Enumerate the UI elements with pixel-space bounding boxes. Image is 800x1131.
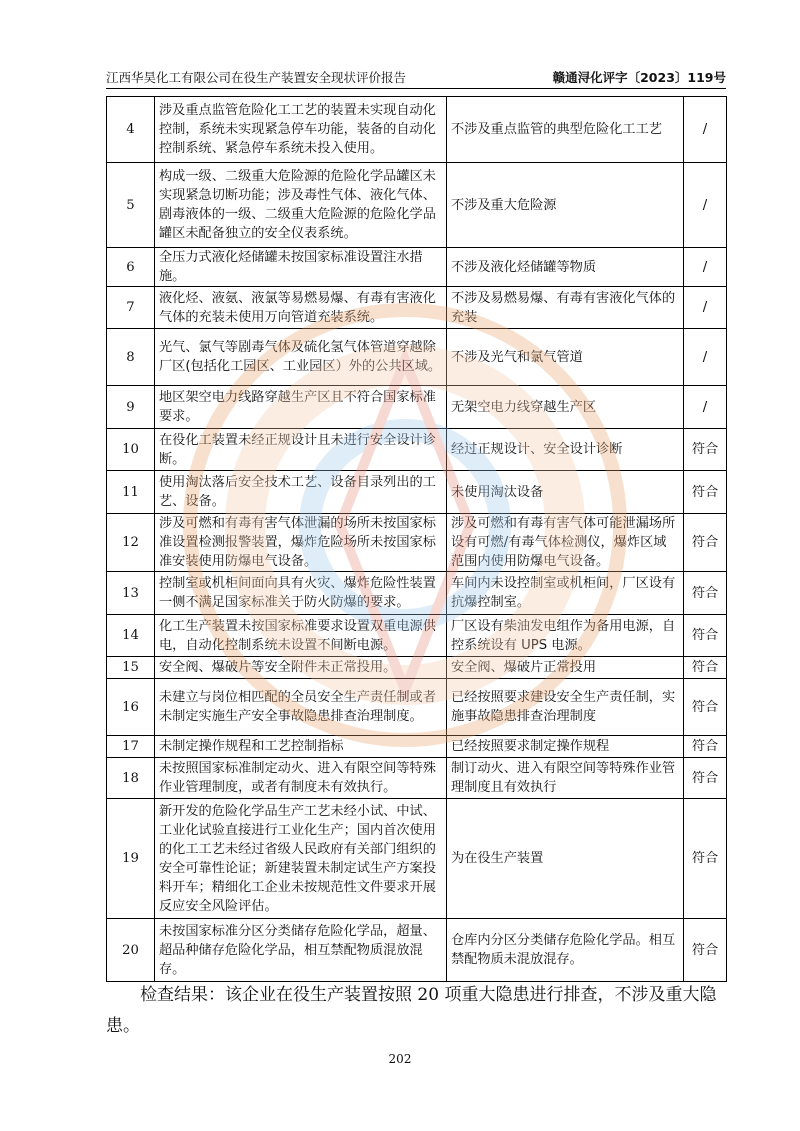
table-row	[107, 799, 727, 919]
row-number: 11	[107, 471, 155, 514]
check-situation: 不涉及重点监管的典型危险化工工艺	[447, 97, 684, 163]
table-row	[107, 736, 727, 758]
check-situation: 未使用淘汰设备	[447, 471, 684, 514]
table-row	[107, 287, 727, 329]
check-situation: 已经按照要求建设安全生产责任制，实施事故隐患排查治理制度	[447, 679, 684, 736]
hazard-item: 安全阀、爆破片等安全附件未正常投用。	[155, 657, 447, 679]
hazard-item: 控制室或机柜间面向具有火灾、爆炸危险性装置一侧不满足国家标准关于防火防爆的要求。	[155, 572, 447, 615]
check-situation: 仓库内分区分类储存危险化学品。相互禁配物质未混放混存。	[447, 919, 684, 982]
report-number: 赣通浔化评字〔2023〕119号	[552, 70, 726, 85]
hazard-item: 全压力式液化烃储罐未按国家标准设置注水措施。	[155, 248, 447, 287]
check-result: /	[684, 386, 727, 429]
hazard-item: 构成一级、二级重大危险源的危险化学品罐区未实现紧急切断功能；涉及毒性气体、液化气体、剧毒液体的一级、二级重大危险源的危险化学品罐区未配备独立的安全仪表系统。	[155, 163, 447, 248]
table-row	[107, 919, 727, 982]
check-result: 符合	[684, 799, 727, 919]
row-number: 17	[107, 736, 155, 758]
check-result: 符合	[684, 514, 727, 572]
hazard-item: 在役化工装置未经正规设计且未进行安全设计诊断。	[155, 429, 447, 471]
check-result: 符合	[684, 572, 727, 615]
row-number: 19	[107, 799, 155, 919]
row-number: 4	[107, 97, 155, 163]
check-result: 符合	[684, 736, 727, 758]
report-title: 江西华昊化工有限公司在役生产装置安全现状评价报告	[106, 70, 407, 85]
row-number: 10	[107, 429, 155, 471]
check-situation: 经过正规设计、安全设计诊断	[447, 429, 684, 471]
hazard-check-table	[106, 96, 727, 982]
table-row	[107, 679, 727, 736]
row-number: 8	[107, 329, 155, 386]
check-result: /	[684, 97, 727, 163]
check-result: /	[684, 248, 727, 287]
hazard-item: 涉及重点监管危险化工工艺的装置未实现自动化控制，系统未实现紧急停车功能，装备的自动化控制系统、紧急停车系统未投入使用。	[155, 97, 447, 163]
check-situation: 制订动火、进入有限空间等特殊作业管理制度且有效执行	[447, 758, 684, 799]
check-result: 符合	[684, 758, 727, 799]
row-number: 15	[107, 657, 155, 679]
row-number: 7	[107, 287, 155, 329]
hazard-item: 化工生产装置未按国家标准要求设置双重电源供电，自动化控制系统未设置不间断电源。	[155, 615, 447, 657]
hazard-item: 未按照国家标准制定动火、进入有限空间等特殊作业管理制度，或者有制度未有效执行。	[155, 758, 447, 799]
check-result: 符合	[684, 471, 727, 514]
check-situation: 厂区设有柴油发电组作为备用电源，自控系统设有 UPS 电源。	[447, 615, 684, 657]
check-result: 符合	[684, 679, 727, 736]
table-row	[107, 514, 727, 572]
table-row	[107, 615, 727, 657]
row-number: 20	[107, 919, 155, 982]
table-row	[107, 97, 727, 163]
check-situation: 不涉及重大危险源	[447, 163, 684, 248]
check-result: 符合	[684, 919, 727, 982]
row-number: 18	[107, 758, 155, 799]
row-number: 5	[107, 163, 155, 248]
check-result: 符合	[684, 429, 727, 471]
check-conclusion	[106, 980, 726, 1042]
check-situation: 涉及可燃和有毒有害气体可能泄漏场所设有可燃/有毒气体检测仪，爆炸区域范围内使用防爆电气设备。	[447, 514, 684, 572]
hazard-item: 涉及可燃和有毒有害气体泄漏的场所未按国家标准设置检测报警装置，爆炸危险场所未按国家标准安装使用防爆电气设备。	[155, 514, 447, 572]
page-header	[106, 66, 726, 88]
hazard-item: 光气、氯气等剧毒气体及硫化氢气体管道穿越除厂区(包括化工园区、工业园区）外的公共区域。	[155, 329, 447, 386]
header-rule	[106, 88, 726, 89]
row-number: 14	[107, 615, 155, 657]
row-number: 12	[107, 514, 155, 572]
hazard-item: 未按国家标准分区分类储存危险化学品，超量、超品种储存危险化学品，相互禁配物质混放混存。	[155, 919, 447, 982]
hazard-item: 地区架空电力线路穿越生产区且不符合国家标准要求。	[155, 386, 447, 429]
check-result: 符合	[684, 657, 727, 679]
check-result: /	[684, 287, 727, 329]
check-situation: 车间内未设控制室或机柜间，厂区设有抗爆控制室。	[447, 572, 684, 615]
row-number: 16	[107, 679, 155, 736]
hazard-item: 新开发的危险化学品生产工艺未经小试、中试、工业化试验直接进行工业化生产；国内首次使用的化工工艺未经过省级人民政府有关部门组织的安全可靠性论证；新建装置未制定试生产方案投料开车；精细化工企业未按规范性文件要求开展反应安全风险评估。	[155, 799, 447, 919]
page-number: 202	[388, 1052, 412, 1066]
check-result: /	[684, 329, 727, 386]
conclusion-text: 检查结果：该企业在役生产装置按照 20 项重大隐患进行排查，不涉及重大隐患。	[106, 985, 717, 1036]
table-row	[107, 758, 727, 799]
row-number: 9	[107, 386, 155, 429]
table-row	[107, 386, 727, 429]
hazard-item: 未制定操作规程和工艺控制指标	[155, 736, 447, 758]
check-situation: 安全阀、爆破片正常投用	[447, 657, 684, 679]
check-situation: 不涉及易燃易爆、有毒有害液化气体的充装	[447, 287, 684, 329]
table-row	[107, 471, 727, 514]
table-row	[107, 248, 727, 287]
table-row	[107, 572, 727, 615]
table-row	[107, 657, 727, 679]
check-situation: 无架空电力线穿越生产区	[447, 386, 684, 429]
hazard-item: 液化烃、液氨、液氯等易燃易爆、有毒有害液化气体的充装未使用万向管道充装系统。	[155, 287, 447, 329]
hazard-item: 使用淘汰落后安全技术工艺、设备目录列出的工艺、设备。	[155, 471, 447, 514]
check-situation: 为在役生产装置	[447, 799, 684, 919]
table-row	[107, 429, 727, 471]
table-row	[107, 163, 727, 248]
check-result: 符合	[684, 615, 727, 657]
row-number: 13	[107, 572, 155, 615]
check-situation: 不涉及液化烃储罐等物质	[447, 248, 684, 287]
row-number: 6	[107, 248, 155, 287]
check-situation: 不涉及光气和氯气管道	[447, 329, 684, 386]
check-result: /	[684, 163, 727, 248]
hazard-item: 未建立与岗位相匹配的全员安全生产责任制或者未制定实施生产安全事故隐患排查治理制度。	[155, 679, 447, 736]
table-row	[107, 329, 727, 386]
check-situation: 已经按照要求制定操作规程	[447, 736, 684, 758]
